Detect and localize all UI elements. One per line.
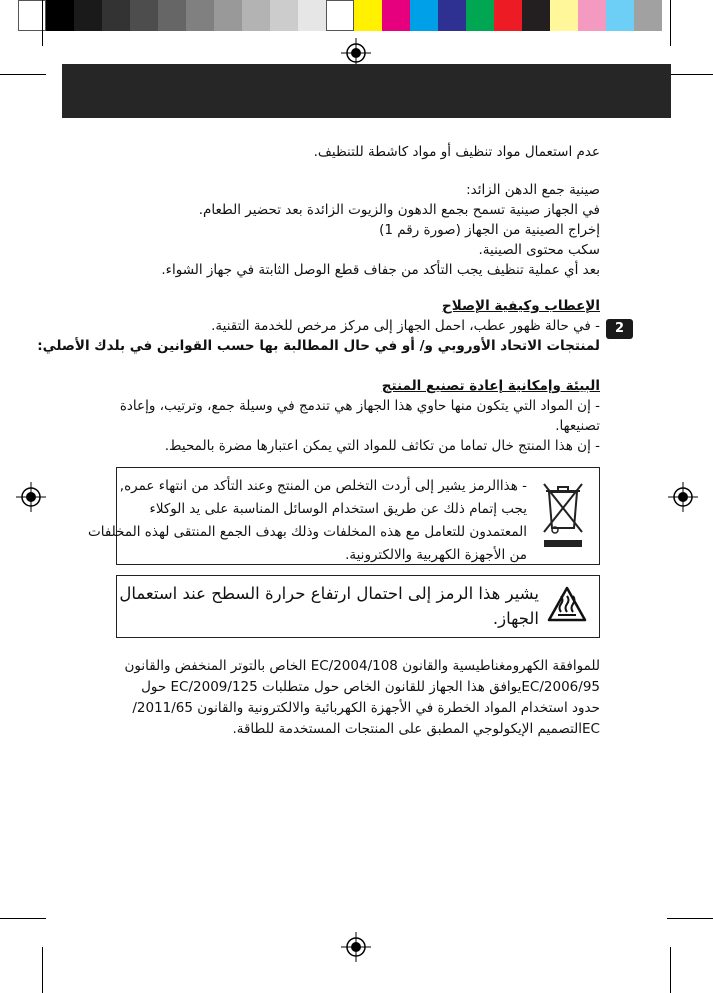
color-swatch bbox=[326, 0, 354, 31]
color-swatch bbox=[410, 0, 438, 31]
weee-line: - هذاالرمز يشير إلى أردت التخلص من المنتج وعند التأكد من انتهاء عمره, bbox=[119, 478, 527, 494]
crop-mark bbox=[667, 74, 713, 75]
compliance-section bbox=[120, 656, 600, 740]
weee-line: من الأجهزة الكهربية والالكترونية. bbox=[345, 547, 527, 563]
color-swatch bbox=[550, 0, 578, 31]
compliance-line: ECالتصميم الإيكولوجي المطبق على المنتجات المستخدمة للطاقة. bbox=[232, 721, 600, 737]
color-swatch bbox=[382, 0, 410, 31]
drip-tray-line: بعد أي عملية تنظيف يجب التأكد من جفاف قطع الوصل الثابتة في جهاز الشواء. bbox=[161, 262, 600, 278]
environment-section bbox=[120, 376, 600, 456]
color-swatch bbox=[466, 0, 494, 31]
environment-line: تصنيعها. bbox=[555, 418, 600, 434]
color-swatch bbox=[130, 0, 158, 31]
color-swatch bbox=[242, 0, 270, 31]
crop-mark bbox=[42, 0, 43, 46]
compliance-line: EC/2006/95يوافق هذا الجهاز للقانون الخاص حول متطلبات EC/2009/125 حول bbox=[141, 679, 600, 695]
weee-line: يجب إتمام ذلك عن طريق استخدام الوسائل المناسبة على يد الوكلاء bbox=[149, 501, 527, 517]
color-swatch bbox=[298, 0, 326, 31]
color-swatch bbox=[578, 0, 606, 31]
weee-notice-text bbox=[88, 475, 527, 567]
repair-section bbox=[37, 296, 600, 356]
hot-surface-line: يشير هذا الرمز إلى احتمال ارتفاع حرارة السطح عند استعمال bbox=[119, 584, 539, 603]
color-swatch bbox=[102, 0, 130, 31]
drip-tray-line: إخراج الصينية من الجهاز (صورة رقم 1) bbox=[379, 222, 600, 238]
color-swatch bbox=[606, 0, 634, 31]
compliance-line: للموافقة الكهرومغناطيسية والقانون EC/2004/108 الخاص بالتوتر المنخفض والقانون bbox=[124, 658, 600, 674]
color-swatch bbox=[214, 0, 242, 31]
drip-tray-line: سكب محتوى الصينية. bbox=[478, 242, 600, 258]
color-swatch bbox=[634, 0, 662, 31]
hot-surface-line: الجهاز. bbox=[492, 609, 539, 628]
compliance-line: حدود استخدام المواد الخطرة في الأجهزة الكهربائية والالكترونية والقانون 2011/65/ bbox=[132, 700, 600, 716]
hot-surface-notice-text bbox=[119, 581, 539, 631]
crop-mark bbox=[670, 0, 671, 46]
repair-eu-line: لمنتجات الاتحاد الأوروبي و/ أو في حال المطالبة بها حسب القوانين في بلدك الأصلي: bbox=[37, 338, 600, 354]
color-swatch bbox=[270, 0, 298, 31]
color-swatch bbox=[354, 0, 382, 31]
repair-line: - في حالة ظهور عطب، احمل الجهاز إلى مركز مرخص للخدمة التقنية. bbox=[211, 318, 600, 334]
drip-tray-title: صينية جمع الدهن الزائد: bbox=[466, 182, 600, 198]
drip-tray-line: في الجهاز صينية تسمح بجمع الدهون والزيوت الزائدة بعد تحضير الطعام. bbox=[198, 202, 600, 218]
weee-notice-box bbox=[88, 467, 600, 565]
color-swatch bbox=[438, 0, 466, 31]
registration-mark-icon bbox=[668, 482, 698, 512]
header-band bbox=[62, 64, 671, 118]
color-calibration-bar bbox=[0, 0, 713, 32]
repair-heading: الإعطاب وكيفية الإصلاح bbox=[442, 298, 600, 314]
color-swatch bbox=[158, 0, 186, 31]
environment-line: - إن هذا المنتج خال تماما من تكاثف للمواد التي يمكن اعتبارها مضرة بالمحيط. bbox=[164, 438, 600, 454]
color-swatch bbox=[494, 0, 522, 31]
registration-mark-icon bbox=[16, 482, 46, 512]
registration-mark-icon bbox=[341, 932, 371, 962]
crop-mark bbox=[670, 947, 671, 993]
section-tab: 2 bbox=[606, 319, 633, 339]
crop-mark bbox=[0, 918, 46, 919]
hot-surface-notice-box bbox=[116, 575, 600, 638]
color-swatch bbox=[46, 0, 74, 31]
cleaning-note-text: عدم استعمال مواد تنظيف أو مواد كاشطة للتنظيف. bbox=[313, 144, 600, 160]
crop-mark bbox=[42, 947, 43, 993]
hot-surface-icon bbox=[547, 586, 587, 622]
cleaning-note bbox=[120, 142, 600, 162]
drip-tray-section bbox=[120, 180, 600, 280]
environment-line: - إن المواد التي يتكون منها حاوي هذا الجهاز هي تندمج في وسيلة جمع، وترتيب، وإعادة bbox=[119, 398, 600, 414]
crossed-out-bin-icon bbox=[541, 478, 585, 550]
weee-line: المعتمدون للتعامل مع هذه المخلفات وذلك بهدف الجمع المنتقى لهذه المخلفات bbox=[88, 524, 527, 540]
environment-heading: البيئة وإمكانية إعادة تصنيع المنتج bbox=[381, 378, 600, 394]
color-swatch bbox=[74, 0, 102, 31]
color-swatch bbox=[522, 0, 550, 31]
color-swatch bbox=[186, 0, 214, 31]
crop-mark bbox=[667, 918, 713, 919]
crop-mark bbox=[0, 74, 46, 75]
